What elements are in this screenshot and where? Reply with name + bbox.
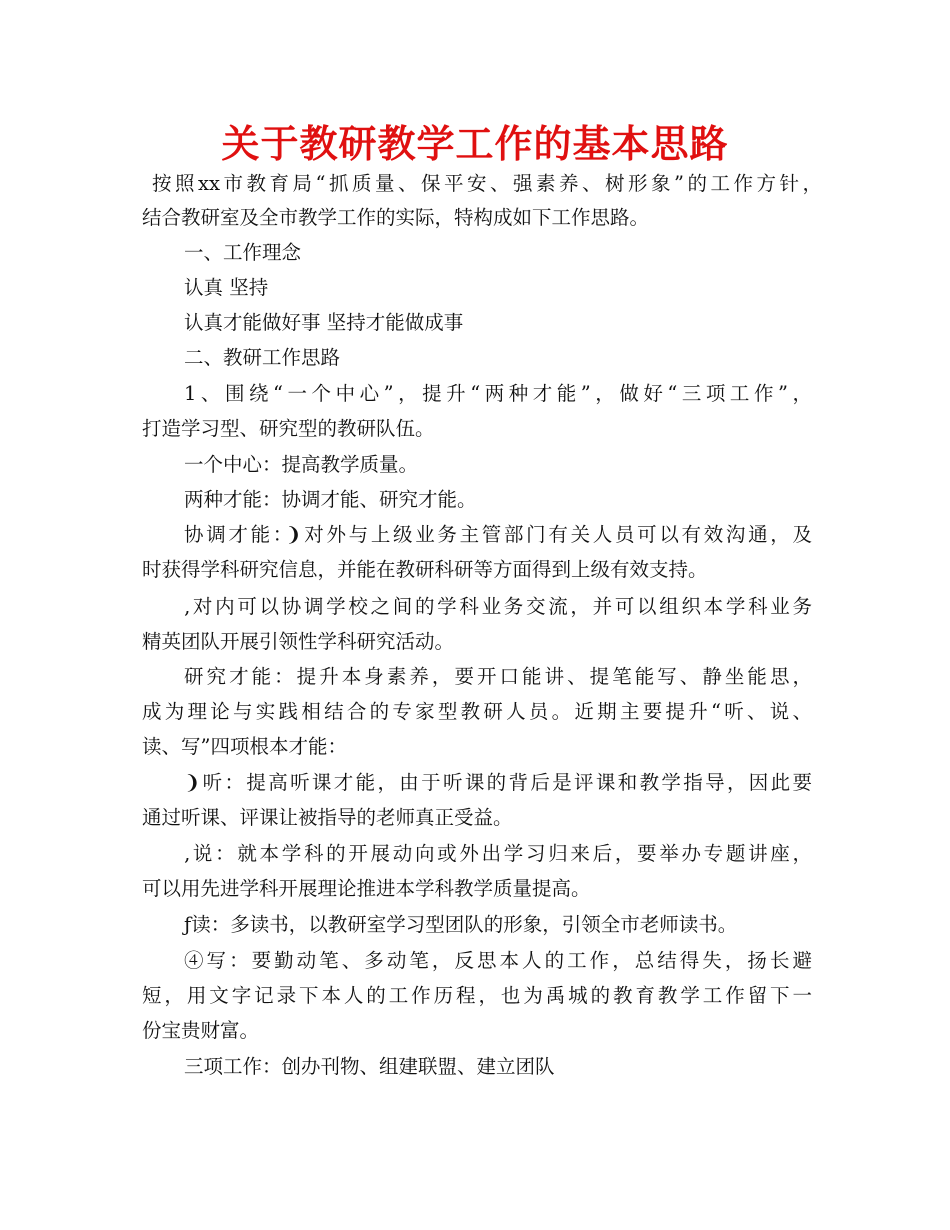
- text-line: ‚对内可以协调学校之间的学科业务交流，并可以组织本学科业务: [184, 595, 812, 618]
- document-title: 关于教研教学工作的基本思路: [221, 122, 729, 166]
- text-line: ❩听：提高听课才能，由于听课的背后是评课和教学指导，因此要: [184, 771, 812, 794]
- paragraph-speak: [142, 836, 812, 872]
- paragraph-item-1: [142, 376, 812, 412]
- text-line: ‚说：就本学科的开展动向或外出学习归来后，要举办专题讲座，: [184, 842, 812, 865]
- paragraph-listen-cont: [142, 800, 812, 836]
- heading-research-ideas: [142, 340, 854, 376]
- text-line: 可以用先进学科开展理论推进本学科教学质量提高。: [142, 877, 591, 900]
- paragraph-coordination-inner: [142, 589, 812, 625]
- paragraph-three-tasks: [142, 1049, 854, 1085]
- paragraph-write-cont: [142, 978, 812, 1014]
- text-line: 研究才能：提升本身素养，要开口能讲、提笔能写、静坐能思，: [184, 665, 812, 688]
- text-line: 读、写”四项根本才能：: [142, 735, 347, 758]
- text-line: ƒ读：多读书，以教研室学习型团队的形象，引领全市老师读书。: [184, 913, 738, 936]
- text-line: 短，用文字记录下本人的工作历程，也为禹城的教育教学工作留下一: [142, 984, 812, 1007]
- text-line: 成为理论与实践相结合的专家型教研人员。近期主要提升“听、说、: [142, 700, 812, 723]
- paragraph-read: [142, 907, 854, 943]
- paragraph-one-center: [142, 447, 854, 483]
- paragraph-speak-cont: [142, 871, 812, 907]
- text-line: 1、围绕“一个中心”，提升“两种才能”，做好“三项工作”，: [184, 382, 812, 405]
- text-line: 结合教研室及全市教学工作的实际，特构成如下工作思路。: [142, 206, 650, 229]
- paragraph-coordination-inner-cont: [142, 624, 812, 660]
- paragraph-research: [142, 659, 812, 695]
- text-line: 精英团队开展引领性学科研究活动。: [142, 630, 455, 653]
- heading-work-concept: [142, 235, 854, 271]
- text-line: 认真才能做好事 坚持才能做成事: [184, 311, 464, 334]
- text-line: 时获得学科研究信息，并能在教研科研等方面得到上级有效支持。: [142, 558, 708, 581]
- paragraph-write-cont-2: [142, 1013, 812, 1049]
- text-line: ④写：要勤动笔、多动笔，反思本人的工作，总结得失，扬长避: [184, 949, 812, 972]
- paragraph-listen: [142, 765, 812, 801]
- text-line: 份宝贵财富。: [142, 1019, 260, 1042]
- paragraph-concept: [142, 270, 854, 306]
- text-line: 一、工作理念: [184, 241, 302, 264]
- text-line: 二、教研工作思路: [184, 346, 341, 369]
- paragraph-research-cont: [142, 694, 812, 730]
- text-line: 两种才能：协调才能、研究才能。: [184, 488, 477, 511]
- paragraph-research-cont-2: [142, 729, 812, 765]
- text-line: 认真 坚持: [184, 276, 269, 299]
- text-line: 按照xx市教育局“抓质量、保平安、强素养、树形象”的工作方针，: [152, 172, 822, 195]
- paragraph-coordination: [142, 517, 812, 553]
- text-line: 通过听课、评课让被指导的老师真正受益。: [142, 806, 513, 829]
- paragraph-item-1-cont: [142, 411, 812, 447]
- paragraph-two-abilities: [142, 482, 854, 518]
- paragraph-concept-detail: [142, 305, 854, 341]
- paragraph-write: [142, 943, 812, 979]
- paragraph-intro-cont: [142, 200, 812, 236]
- text-line: 一个中心：提高教学质量。: [184, 453, 419, 476]
- text-line: 打造学习型、研究型的教研队伍。: [142, 417, 435, 440]
- paragraph-coordination-cont: [142, 552, 812, 588]
- text-line: 三项工作：创办刊物、组建联盟、建立团队: [184, 1055, 555, 1078]
- text-line: 协调才能：❩对外与上级业务主管部门有关人员可以有效沟通，及: [184, 523, 812, 546]
- paragraph-intro: [142, 166, 822, 202]
